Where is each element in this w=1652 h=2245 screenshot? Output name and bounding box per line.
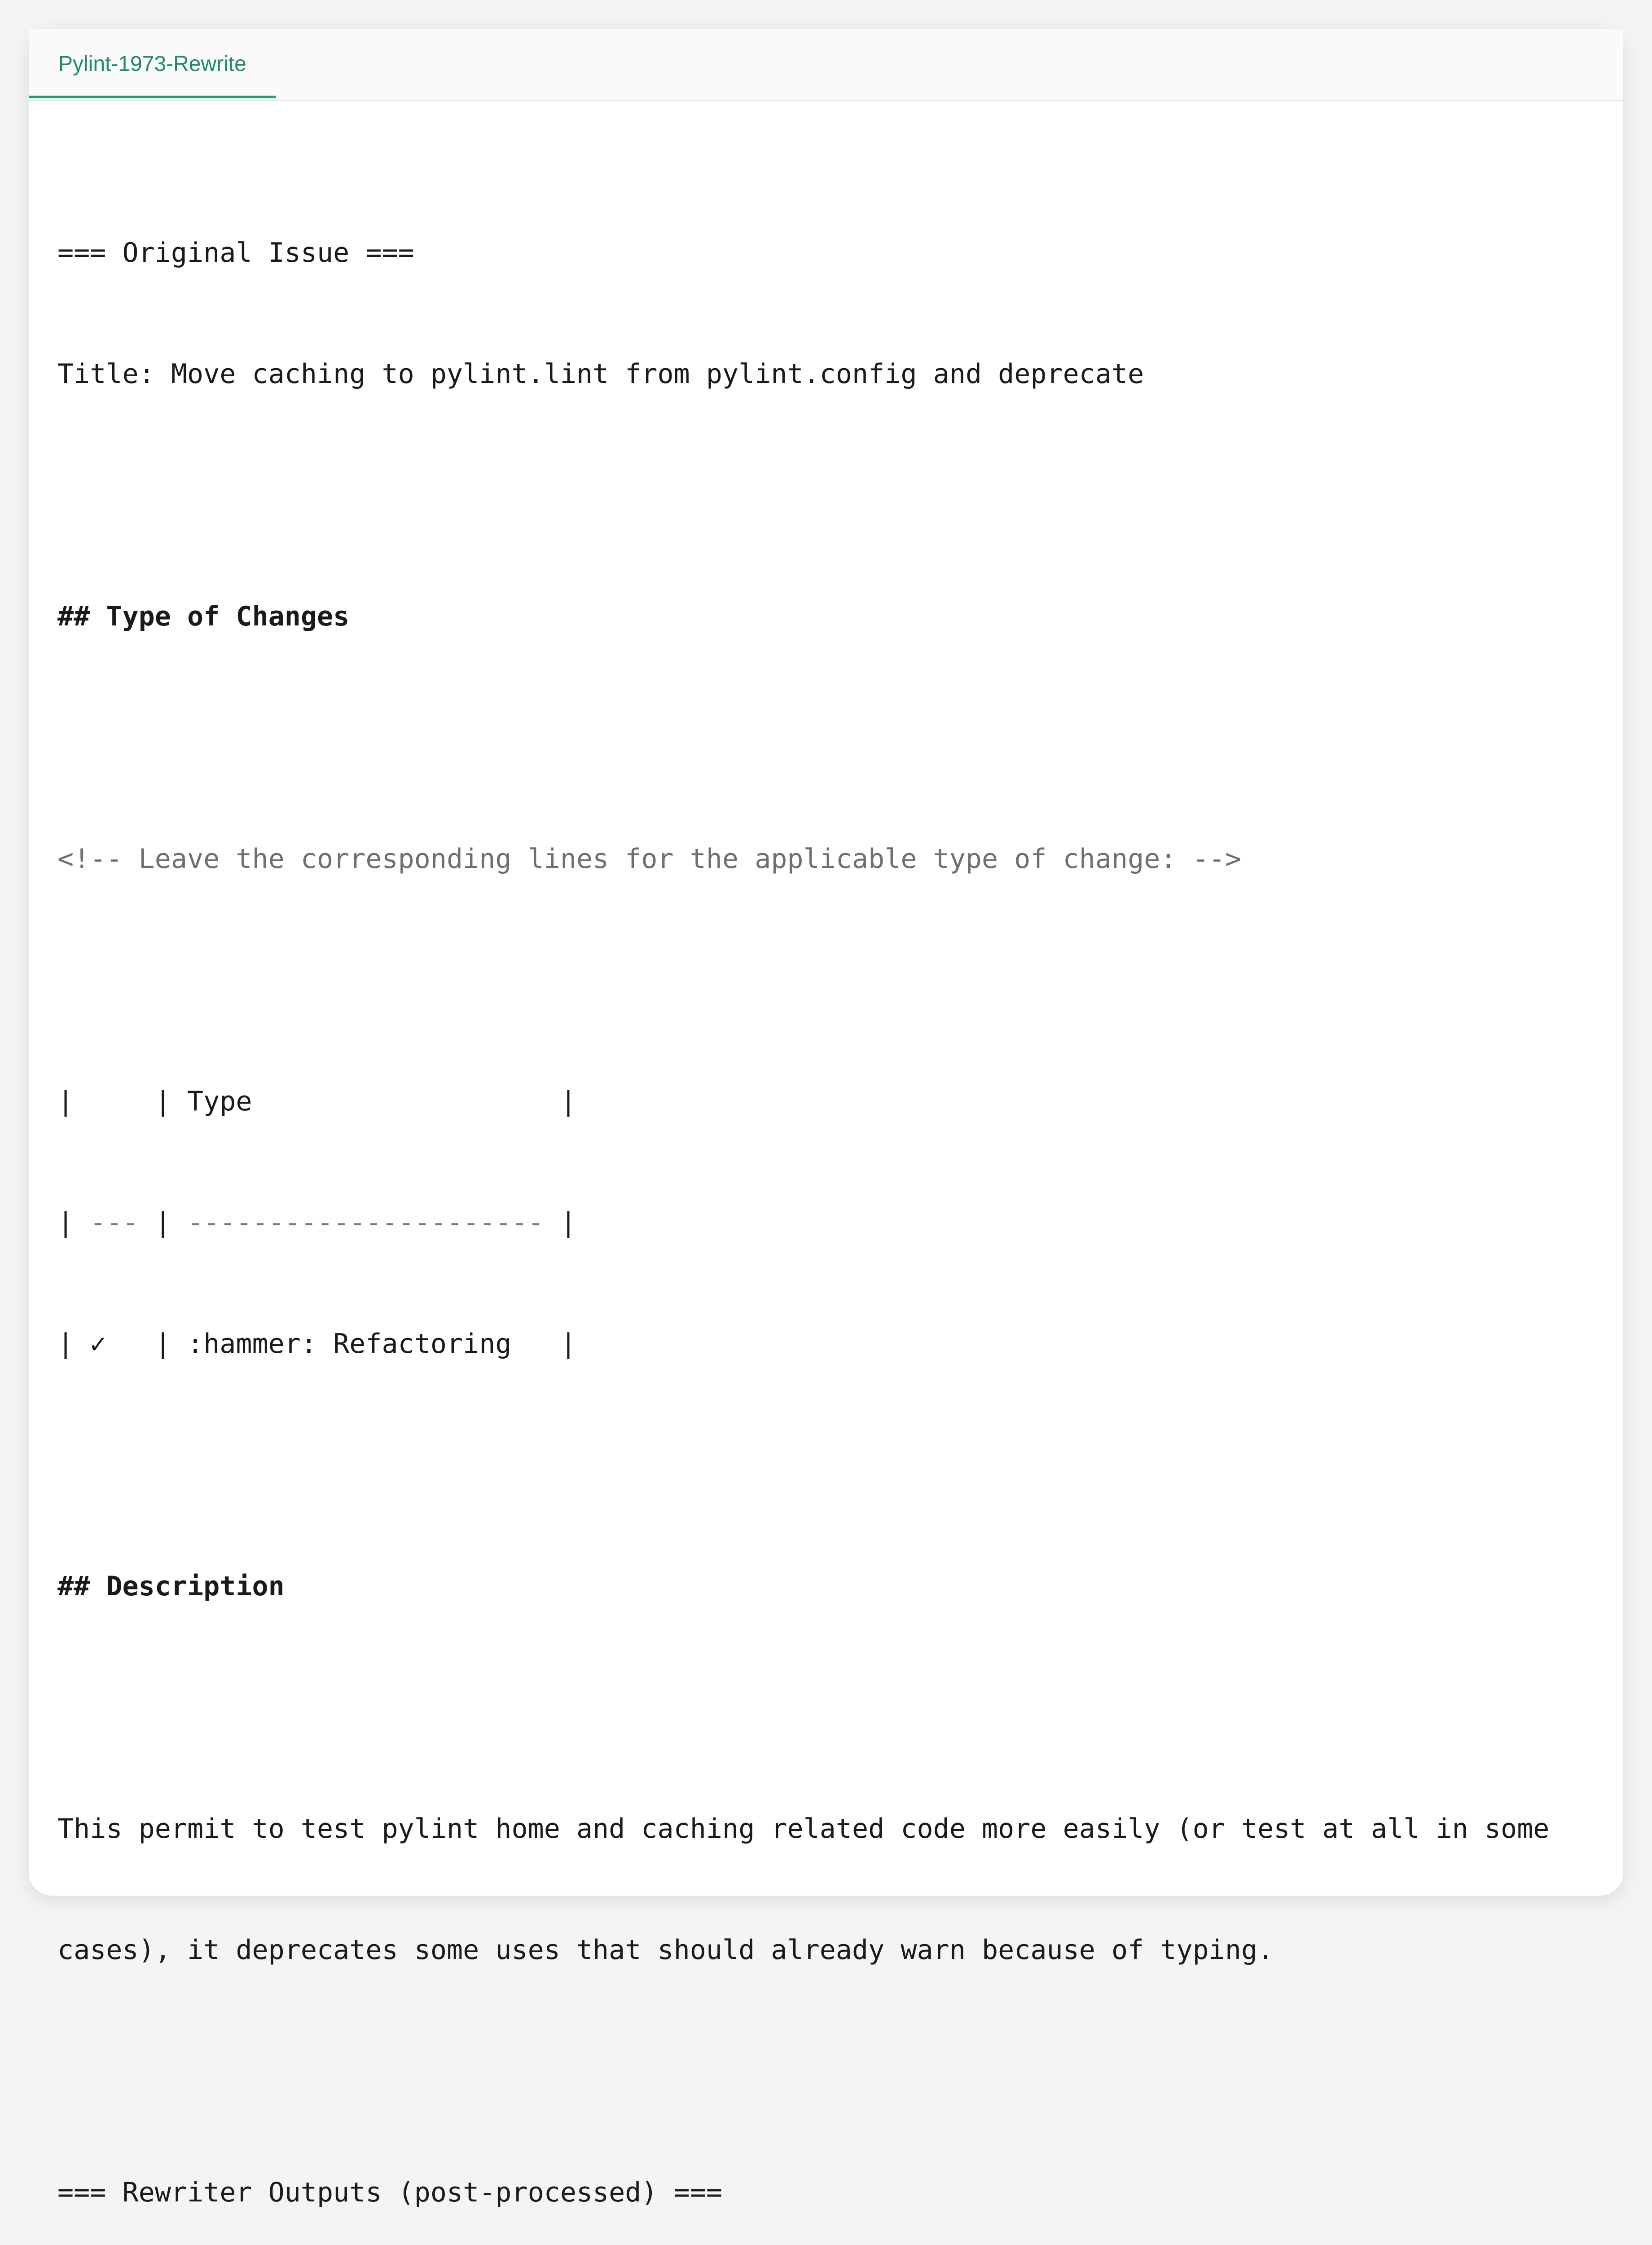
table-header-row: | | Type | <box>57 1086 576 1117</box>
tab-pylint-1973-rewrite[interactable]: Pylint-1973-Rewrite <box>29 29 276 98</box>
issue-title: Title: Move caching to pylint.lint from pylint.config and deprecate <box>57 358 1144 390</box>
description-line-1: This permit to test pylint home and caching related code more easily (or test at all in some <box>57 1813 1550 1844</box>
html-comment: <!-- Leave the corresponding lines for the applicable type of change: --> <box>57 843 1241 875</box>
table-row-refactoring: | ✓ | :hammer: Refactoring | <box>57 1328 576 1360</box>
description-heading: ## Description <box>57 1571 285 1602</box>
rewriter-outputs-header: === Rewriter Outputs (post-processed) === <box>57 2177 723 2208</box>
original-issue-header: === Original Issue === <box>57 237 414 269</box>
rewrite-text <box>57 152 1596 2245</box>
description-line-2: cases), it deprecates some uses that should already warn because of typing. <box>57 1934 1274 1966</box>
type-of-changes-heading: ## Type of Changes <box>57 601 350 632</box>
table-separator-row: | --- | ---------------------- | <box>57 1207 576 1238</box>
rewrite-panel <box>29 29 1623 2208</box>
tab-bar <box>29 29 1623 101</box>
